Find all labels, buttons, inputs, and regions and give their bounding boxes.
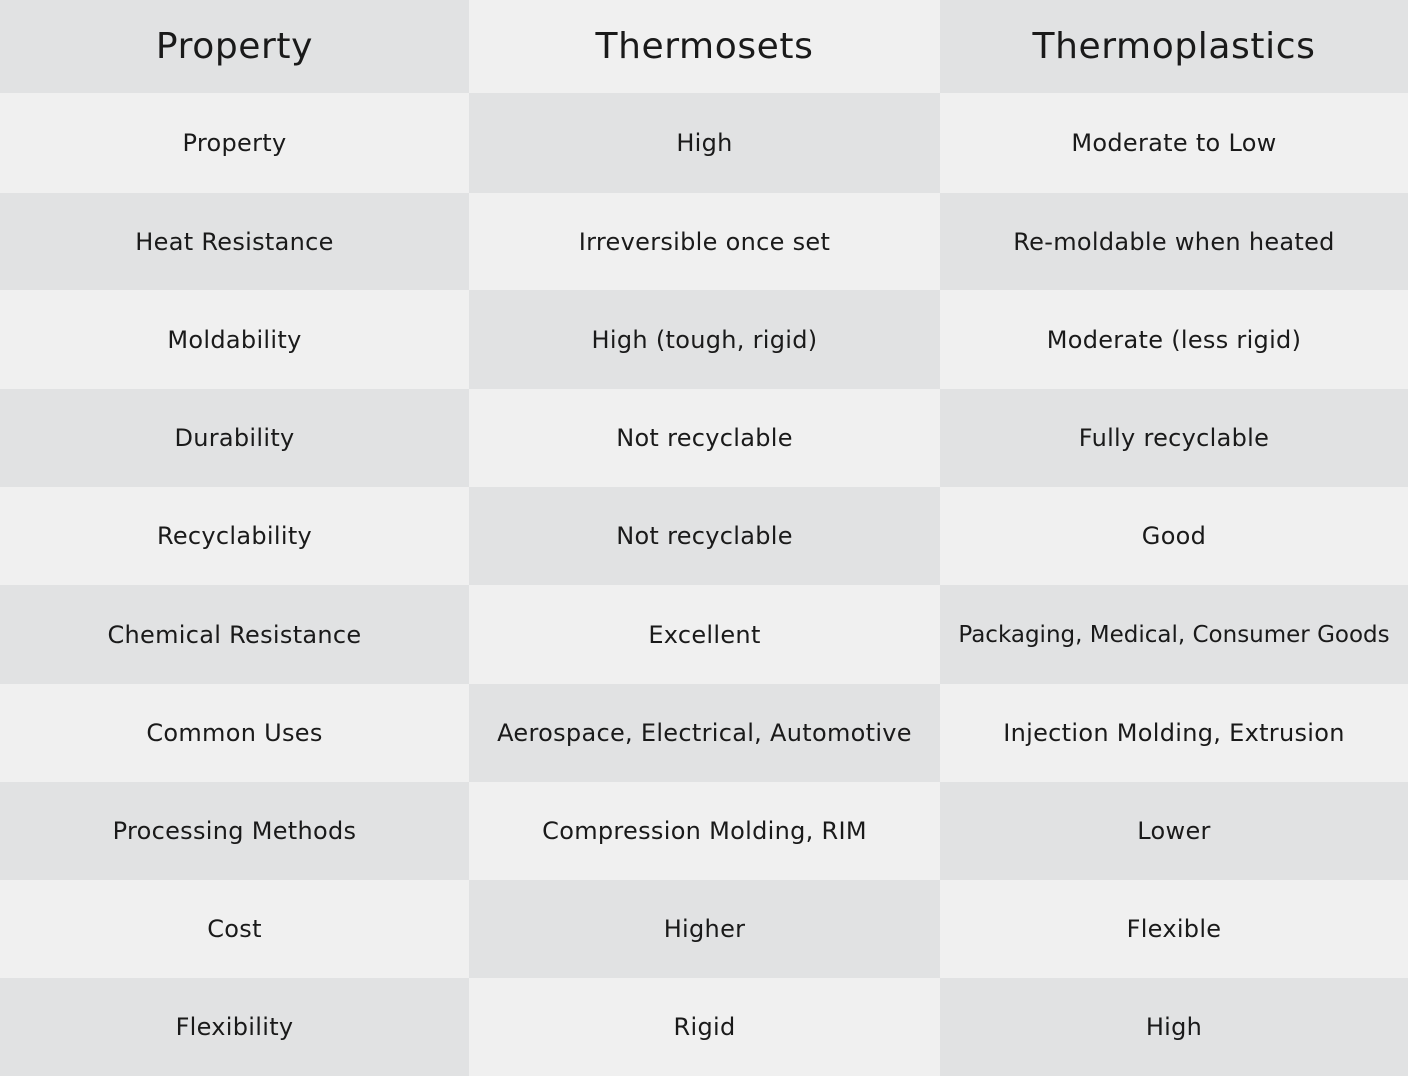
- row-label-cell: Cost: [0, 880, 469, 978]
- thermoplastics-cell: Good: [940, 487, 1408, 585]
- thermoplastics-cell: Flexible: [940, 880, 1408, 978]
- row-label-cell: Heat Resistance: [0, 193, 469, 290]
- thermosets-cell: High: [469, 93, 940, 193]
- table-row: [0, 389, 1408, 487]
- row-label-cell: Durability: [0, 389, 469, 487]
- table-row: [0, 585, 1408, 684]
- table-row: [0, 487, 1408, 585]
- thermoplastics-cell: High: [940, 978, 1408, 1076]
- row-label-cell: Property: [0, 93, 469, 193]
- thermoplastics-cell: Lower: [940, 782, 1408, 880]
- thermosets-cell: Higher: [469, 880, 940, 978]
- row-label-cell: Flexibility: [0, 978, 469, 1076]
- table-row: [0, 93, 1408, 193]
- table-row: [0, 684, 1408, 782]
- column-header-thermoplastics: Thermoplastics: [940, 0, 1408, 93]
- thermosets-cell: Not recyclable: [469, 389, 940, 487]
- thermosets-cell: Aerospace, Electrical, Automotive: [469, 684, 940, 782]
- thermosets-cell: Rigid: [469, 978, 940, 1076]
- table-row: [0, 782, 1408, 880]
- thermosets-cell: Irreversible once set: [469, 193, 940, 290]
- row-label-cell: Chemical Resistance: [0, 585, 469, 684]
- table-row: [0, 880, 1408, 978]
- thermoplastics-cell: Fully recyclable: [940, 389, 1408, 487]
- thermosets-cell: Not recyclable: [469, 487, 940, 585]
- table-row: [0, 978, 1408, 1076]
- thermoplastics-cell: Moderate to Low: [940, 93, 1408, 193]
- row-label-cell: Moldability: [0, 290, 469, 389]
- thermosets-cell: Excellent: [469, 585, 940, 684]
- table-header-row: [0, 0, 1408, 93]
- column-header-property: Property: [0, 0, 469, 93]
- thermoplastics-cell: Packaging, Medical, Consumer Goods: [940, 585, 1408, 684]
- row-label-cell: Recyclability: [0, 487, 469, 585]
- thermoplastics-cell: Moderate (less rigid): [940, 290, 1408, 389]
- column-header-thermosets: Thermosets: [469, 0, 940, 93]
- table-row: [0, 193, 1408, 290]
- row-label-cell: Processing Methods: [0, 782, 469, 880]
- thermosets-cell: High (tough, rigid): [469, 290, 940, 389]
- thermoplastics-cell: Re-moldable when heated: [940, 193, 1408, 290]
- thermoplastics-cell: Injection Molding, Extrusion: [940, 684, 1408, 782]
- thermosets-cell: Compression Molding, RIM: [469, 782, 940, 880]
- table-row: [0, 290, 1408, 389]
- row-label-cell: Common Uses: [0, 684, 469, 782]
